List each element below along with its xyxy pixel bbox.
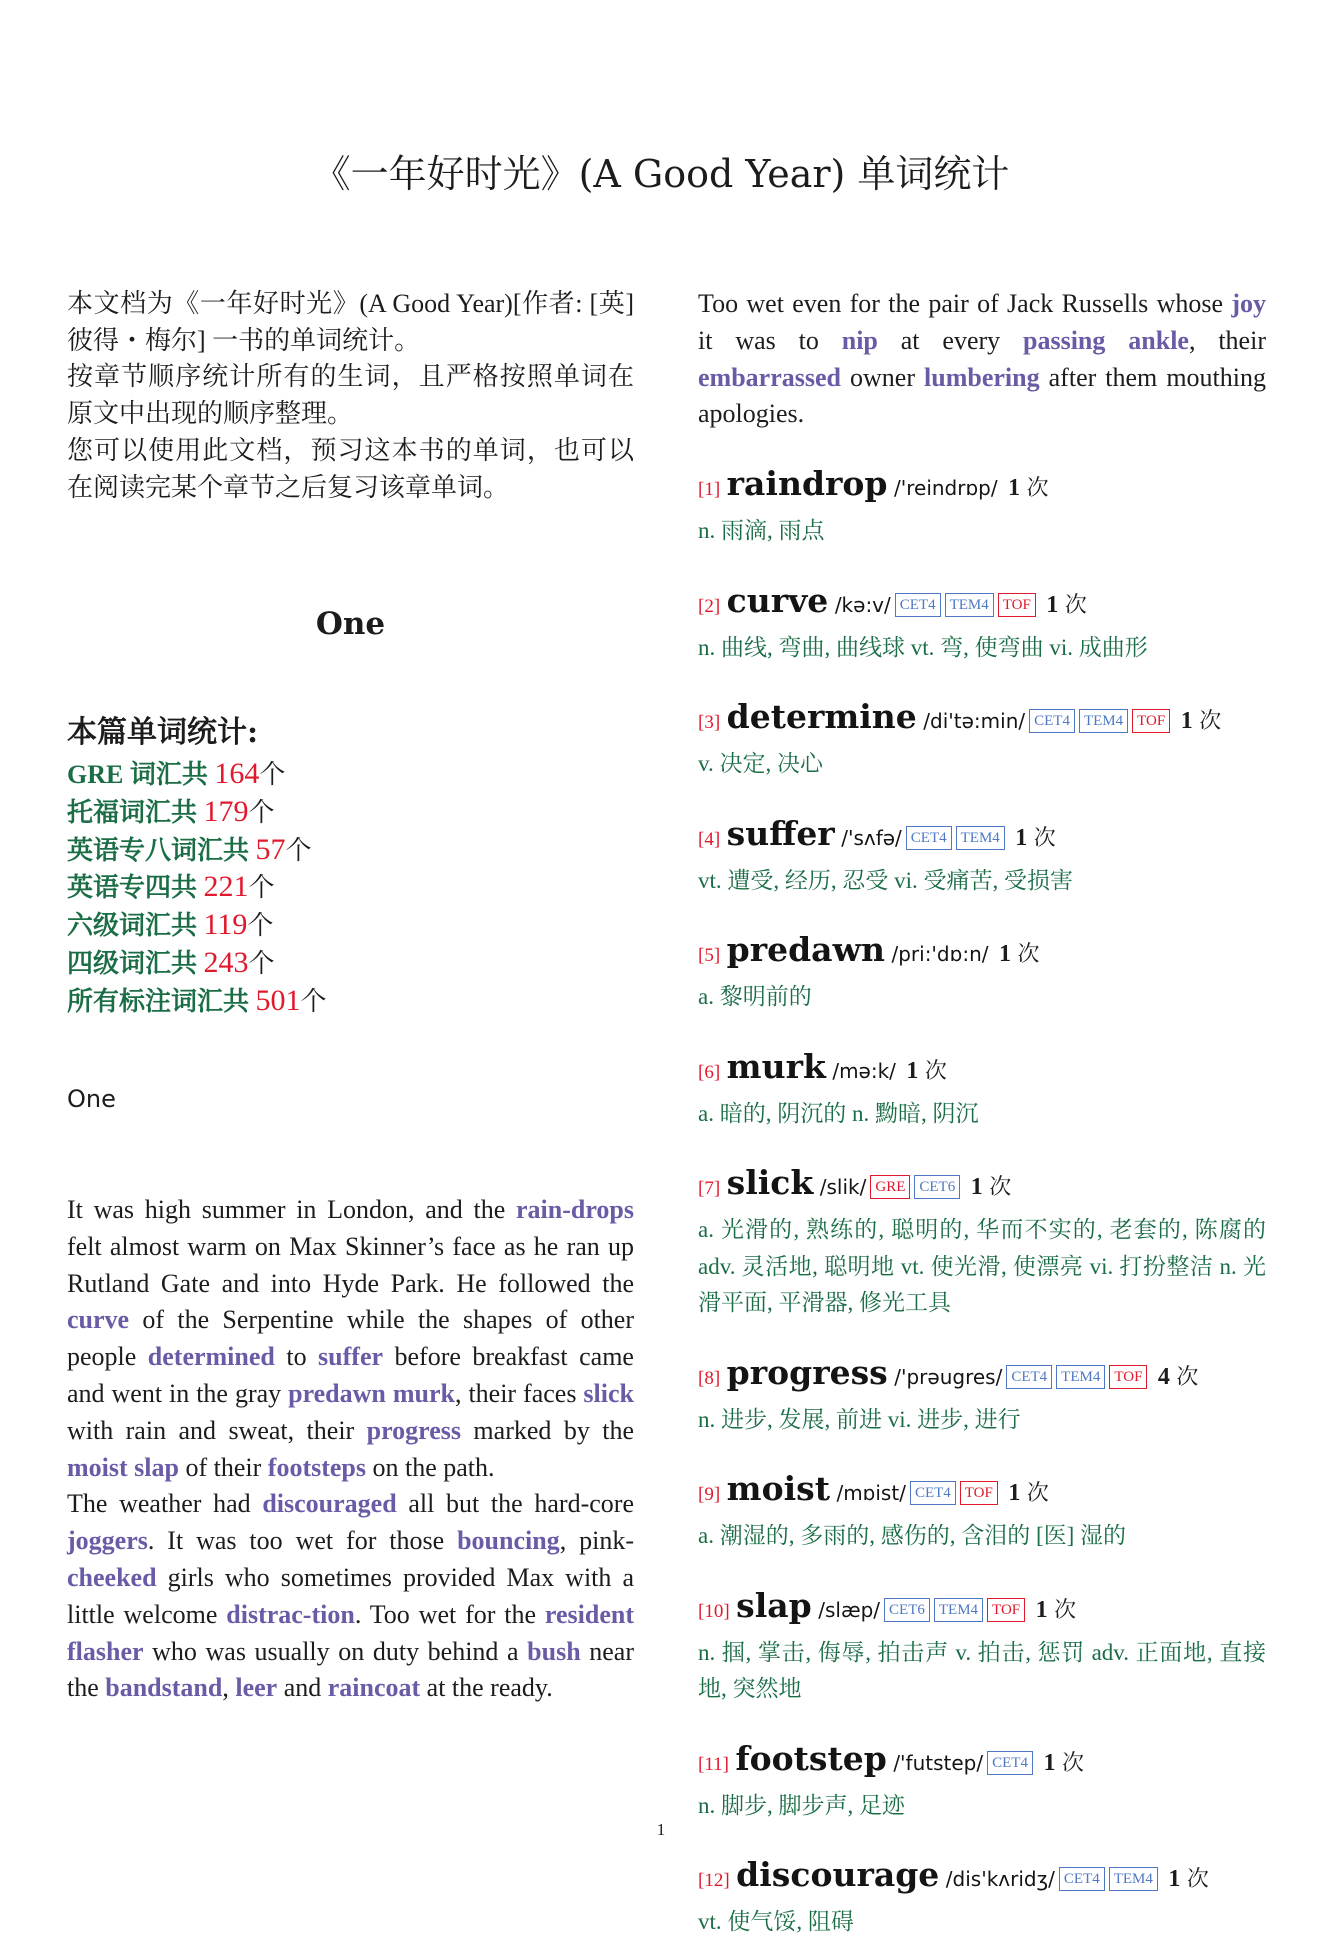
- text-run: , pink-: [559, 1526, 634, 1556]
- level-tag: CET6: [914, 1175, 960, 1199]
- statistics-label: 英语专四共: [67, 873, 204, 903]
- intro-paragraph: 本文档为《一年好时光》(A Good Year)[作者: [英] 彼得・梅尔] 一书的单词统计。: [67, 289, 634, 355]
- text-run: on the path.: [366, 1452, 495, 1482]
- page-number: 1: [656, 1820, 666, 1839]
- vocab-entry: [698, 464, 1266, 550]
- entry-number: [1]: [698, 479, 721, 501]
- level-tag: CET4: [1059, 1867, 1105, 1891]
- entry-count: 1: [1180, 708, 1193, 735]
- entry-word: footstep: [735, 1738, 887, 1778]
- chapter-text-left: [67, 1192, 634, 1707]
- level-tag: TEM4: [1109, 1867, 1158, 1891]
- level-tag: GRE: [870, 1175, 910, 1199]
- level-tag: CET4: [906, 826, 952, 850]
- statistics-count: 179: [203, 794, 249, 828]
- entry-definition: a. 光滑的, 熟练的, 聪明的, 华而不实的, 老套的, 陈腐的 adv. 灵活地, 聪明地 vt. 使光滑, 使漂亮 vi. 打扮整洁 n. 光滑平面, 平滑器, 修光工具: [698, 1217, 1266, 1316]
- vocab-entry: [698, 1353, 1266, 1439]
- statistics-line: [67, 983, 634, 1021]
- entry-header: [698, 1855, 1266, 1901]
- entry-definition: n. 曲线, 弯曲, 曲线球 vt. 弯, 使弯曲 vi. 成曲形: [698, 634, 1148, 660]
- vocab-entry: [698, 1855, 1266, 1941]
- text-run: Too wet even for the pair of Jack Russells whose: [698, 289, 1232, 318]
- entry-count: 1: [1043, 1749, 1056, 1776]
- highlighted-word: leer: [235, 1673, 278, 1703]
- entry-definition: n. 脚步, 脚步声, 足迹: [698, 1792, 905, 1818]
- entry-number: [8]: [698, 1367, 721, 1389]
- statistics-line: [67, 832, 634, 870]
- highlighted-word: bush: [527, 1636, 581, 1666]
- highlighted-word: slick: [583, 1378, 634, 1408]
- word-statistics: [67, 710, 634, 1021]
- entry-count: 1: [1008, 1480, 1021, 1507]
- text-run: after them mouthing apologies.: [698, 362, 1266, 429]
- entry-word: raindrop: [726, 464, 888, 504]
- statistics-label: GRE 词汇共: [67, 760, 215, 789]
- statistics-heading: 本篇单词统计:: [67, 715, 259, 750]
- entry-times-unit: 次: [924, 1057, 947, 1083]
- entry-times-unit: 次: [1176, 1363, 1199, 1389]
- text-run: at every: [877, 325, 1024, 355]
- entry-definition: n. 雨滴, 雨点: [698, 518, 825, 544]
- highlighted-word: lumbering: [924, 362, 1040, 392]
- entry-header: [698, 1047, 1266, 1093]
- statistics-label: 托福词汇共: [67, 797, 204, 827]
- entry-pronunciation: /'sʌfə/: [841, 825, 902, 850]
- entry-word: predawn: [726, 930, 885, 970]
- statistics-count: 164: [214, 757, 260, 790]
- statistics-count: 501: [255, 983, 301, 1017]
- text-run: . Too wet for the: [354, 1599, 545, 1629]
- statistics-unit: 个: [248, 797, 275, 827]
- entry-definition: n. 掴, 掌击, 侮辱, 拍击声 v. 拍击, 惩罚 adv. 正面地, 直接地, 突然地: [698, 1639, 1266, 1702]
- entry-pronunciation: /mə:k/: [832, 1058, 896, 1083]
- highlighted-word: nip: [841, 325, 878, 355]
- statistics-line: [67, 869, 634, 907]
- statistics-label: 所有标注词汇共: [67, 986, 256, 1016]
- statistics-unit: 个: [248, 948, 275, 978]
- right-column: [698, 286, 1266, 1941]
- document-title: 《一年好时光》(A Good Year) 单词统计: [312, 152, 1010, 196]
- level-tag: TEM4: [934, 1598, 983, 1622]
- level-tag: CET4: [895, 593, 941, 617]
- entry-times-unit: 次: [1017, 941, 1040, 967]
- entry-times-unit: 次: [1186, 1866, 1209, 1892]
- entry-definition: n. 进步, 发展, 前进 vi. 进步, 进行: [698, 1406, 1021, 1432]
- entry-pronunciation: /'reindrɒp/: [894, 476, 998, 501]
- entry-number: [9]: [698, 1484, 721, 1506]
- chapter-text-right: [698, 286, 1266, 433]
- level-tag: TOF: [1109, 1365, 1147, 1389]
- text-run: all but the hard-core: [396, 1489, 634, 1519]
- entry-word: slick: [726, 1163, 814, 1203]
- vocab-entry: [698, 1047, 1266, 1133]
- vocab-entry: [698, 1163, 1266, 1322]
- entry-pronunciation: /kə:v/: [834, 592, 891, 617]
- text-run: The weather had: [67, 1489, 263, 1519]
- highlighted-word: rain-drops: [516, 1195, 634, 1224]
- statistics-label: 四级词汇共: [67, 948, 204, 978]
- entry-pronunciation: /slik/: [819, 1175, 867, 1200]
- entry-header: [698, 1163, 1266, 1209]
- entry-times-unit: 次: [1054, 1596, 1077, 1622]
- highlighted-word: raincoat: [327, 1673, 421, 1703]
- entry-pronunciation: /'prəugres/: [894, 1364, 1003, 1389]
- vocab-entry: [698, 814, 1266, 900]
- highlighted-word: curve: [67, 1305, 130, 1335]
- statistics-count: 119: [203, 908, 248, 942]
- text-run: , their faces: [454, 1378, 584, 1408]
- entry-header: [698, 1586, 1266, 1632]
- entry-count: 1: [1046, 591, 1059, 618]
- chapter-heading: One: [315, 606, 386, 642]
- text-run: with rain and sweat, their: [67, 1415, 367, 1445]
- text-run: at the ready.: [420, 1673, 553, 1703]
- level-tag: CET4: [987, 1751, 1033, 1775]
- entry-pronunciation: /dis'kʌridʒ/: [945, 1867, 1055, 1892]
- entry-pronunciation: /pri:'dɒ:n/: [891, 942, 989, 967]
- entry-header: [698, 814, 1266, 860]
- entry-times-unit: 次: [1199, 708, 1222, 734]
- level-tag: TOF: [998, 593, 1036, 617]
- vocab-entry: [698, 1586, 1266, 1708]
- entry-number: [6]: [698, 1061, 721, 1083]
- statistics-unit: 个: [247, 911, 274, 941]
- entry-definition: v. 决定, 决心: [698, 751, 824, 777]
- statistics-line: [67, 756, 634, 794]
- entry-count: 1: [906, 1057, 919, 1084]
- statistics-list: [67, 756, 634, 1021]
- highlighted-word: joy: [1231, 289, 1266, 318]
- statistics-label: 六级词汇共: [67, 911, 204, 941]
- highlighted-word: bandstand: [105, 1673, 223, 1703]
- entry-header: [698, 1469, 1266, 1515]
- statistics-count: 221: [203, 870, 249, 904]
- statistics-count: 243: [203, 945, 249, 979]
- text-run: felt almost warm on Max Skinner’s face as he ran up Rutland Gate and into Hyde Park. He followed the: [67, 1231, 634, 1298]
- vocab-entry: [698, 1739, 1266, 1825]
- highlighted-word: joggers: [67, 1526, 148, 1556]
- highlighted-word: passing ankle: [1023, 325, 1189, 355]
- highlighted-word: predawn murk: [288, 1378, 455, 1408]
- highlighted-word: distrac-tion: [226, 1599, 355, 1629]
- entry-times-unit: 次: [1033, 824, 1056, 850]
- statistics-line: [67, 907, 634, 945]
- entry-definition: a. 暗的, 阴沉的 n. 黝暗, 阴沉: [698, 1100, 979, 1126]
- entry-word: progress: [726, 1352, 888, 1392]
- text-run: of their: [178, 1452, 268, 1482]
- entry-number: [4]: [698, 828, 721, 850]
- text-run: before breakfast came and went in the gray: [67, 1342, 634, 1408]
- text-run: ,: [222, 1673, 236, 1703]
- entry-count: 4: [1157, 1363, 1170, 1390]
- vocab-entry: [698, 930, 1266, 1016]
- level-tag: TEM4: [956, 826, 1005, 850]
- entry-header: [698, 697, 1266, 743]
- text-run: to: [274, 1342, 319, 1372]
- entry-word: slap: [736, 1585, 812, 1625]
- level-tag: CET4: [1006, 1365, 1052, 1389]
- text-run: . It was too wet for those: [147, 1526, 458, 1556]
- entry-number: [11]: [698, 1753, 729, 1775]
- text-run: owner: [840, 362, 925, 392]
- entry-word: curve: [726, 580, 829, 620]
- entry-count: 1: [998, 941, 1011, 968]
- statistics-label: 英语专八词汇共: [67, 835, 256, 865]
- text-run: who was usually on duty behind a: [143, 1636, 528, 1666]
- entry-number: [10]: [698, 1600, 730, 1622]
- text-run: girls who sometimes provided Max with a little welcome: [67, 1562, 634, 1629]
- entry-header: [698, 581, 1266, 627]
- entry-header: [698, 930, 1266, 976]
- statistics-line: [67, 945, 634, 983]
- entry-pronunciation: /mɒist/: [836, 1481, 906, 1506]
- level-tag: TOF: [987, 1598, 1025, 1622]
- entry-header: [698, 1739, 1266, 1785]
- entry-header: [698, 464, 1266, 510]
- entry-times-unit: 次: [1026, 1480, 1049, 1506]
- highlighted-word: embarrassed: [698, 362, 841, 392]
- entry-header: [698, 1353, 1266, 1399]
- entry-number: [2]: [698, 595, 721, 617]
- highlighted-word: footsteps: [267, 1452, 366, 1482]
- entry-definition: vt. 使气馁, 阻碍: [698, 1909, 854, 1935]
- entry-pronunciation: /di'tə:min/: [923, 709, 1026, 734]
- entry-word: determine: [726, 697, 917, 737]
- entry-count: 1: [1015, 824, 1028, 851]
- text-run: it was to: [698, 325, 842, 355]
- text-run: It was high summer in London, and the: [67, 1195, 516, 1224]
- highlighted-word: resident flasher: [67, 1599, 634, 1666]
- text-run: and: [277, 1673, 328, 1703]
- level-tag: TOF: [1132, 709, 1170, 733]
- vocab-entry: [698, 1469, 1266, 1555]
- entry-definition: a. 潮湿的, 多雨的, 感伤的, 含泪的 [医] 湿的: [698, 1523, 1127, 1549]
- entry-count: 1: [1035, 1596, 1048, 1623]
- entry-times-unit: 次: [1026, 475, 1049, 501]
- entry-word: murk: [726, 1046, 826, 1086]
- statistics-unit: 个: [300, 986, 327, 1016]
- vocab-entry: [698, 697, 1266, 783]
- level-tag: CET4: [910, 1481, 956, 1505]
- highlighted-word: moist slap: [67, 1452, 179, 1482]
- intro-paragraph: 按章节顺序统计所有的生词，且严格按照单词在原文中出现的顺序整理。: [67, 362, 634, 429]
- entry-number: [12]: [698, 1870, 730, 1892]
- highlighted-word: cheeked: [67, 1562, 157, 1592]
- level-tag: TEM4: [1056, 1365, 1105, 1389]
- highlighted-word: suffer: [318, 1342, 384, 1372]
- text-run: near the: [67, 1636, 634, 1703]
- entry-definition: vt. 遭受, 经历, 忍受 vi. 受痛苦, 受损害: [698, 867, 1074, 893]
- highlighted-word: determined: [147, 1342, 275, 1372]
- entry-pronunciation: /slæp/: [818, 1597, 881, 1622]
- statistics-count: 57: [255, 832, 286, 866]
- entry-count: 1: [1008, 475, 1021, 502]
- intro-paragraph: 您可以使用此文档，预习这本书的单词，也可以在阅读完某个章节之后复习该章单词。: [67, 435, 634, 502]
- level-tag: TEM4: [1079, 709, 1128, 733]
- entry-count: 1: [1168, 1866, 1181, 1893]
- entry-word: discourage: [736, 1855, 940, 1895]
- entry-word: moist: [726, 1469, 830, 1509]
- intro-section: [67, 286, 634, 506]
- entry-number: [5]: [698, 945, 721, 967]
- entry-times-unit: 次: [1061, 1749, 1084, 1775]
- statistics-unit: 个: [259, 760, 286, 789]
- chapter-subheading: One: [67, 1085, 116, 1113]
- entry-number: [3]: [698, 712, 721, 734]
- entry-word: suffer: [726, 813, 835, 853]
- entry-pronunciation: /'futstep/: [893, 1750, 984, 1775]
- level-tag: TOF: [960, 1481, 998, 1505]
- entry-definition: a. 黎明前的: [698, 984, 812, 1010]
- statistics-line: [67, 794, 634, 832]
- text-run: of the Serpentine while the shapes of other people: [67, 1305, 634, 1372]
- entry-times-unit: 次: [1064, 591, 1087, 617]
- entry-count: 1: [970, 1174, 983, 1201]
- text-run: , their: [1188, 325, 1266, 355]
- highlighted-word: discouraged: [262, 1489, 397, 1519]
- level-tag: TEM4: [945, 593, 994, 617]
- highlighted-word: progress: [366, 1415, 462, 1445]
- highlighted-word: bouncing: [457, 1526, 560, 1556]
- level-tag: CET4: [1029, 709, 1075, 733]
- entry-times-unit: 次: [989, 1174, 1012, 1200]
- text-run: marked by the: [461, 1415, 634, 1445]
- vocab-entry: [698, 581, 1266, 667]
- level-tag: CET6: [884, 1598, 930, 1622]
- vocabulary-list: [698, 464, 1266, 1941]
- statistics-unit: 个: [285, 835, 312, 865]
- statistics-unit: 个: [248, 873, 275, 903]
- entry-number: [7]: [698, 1178, 721, 1200]
